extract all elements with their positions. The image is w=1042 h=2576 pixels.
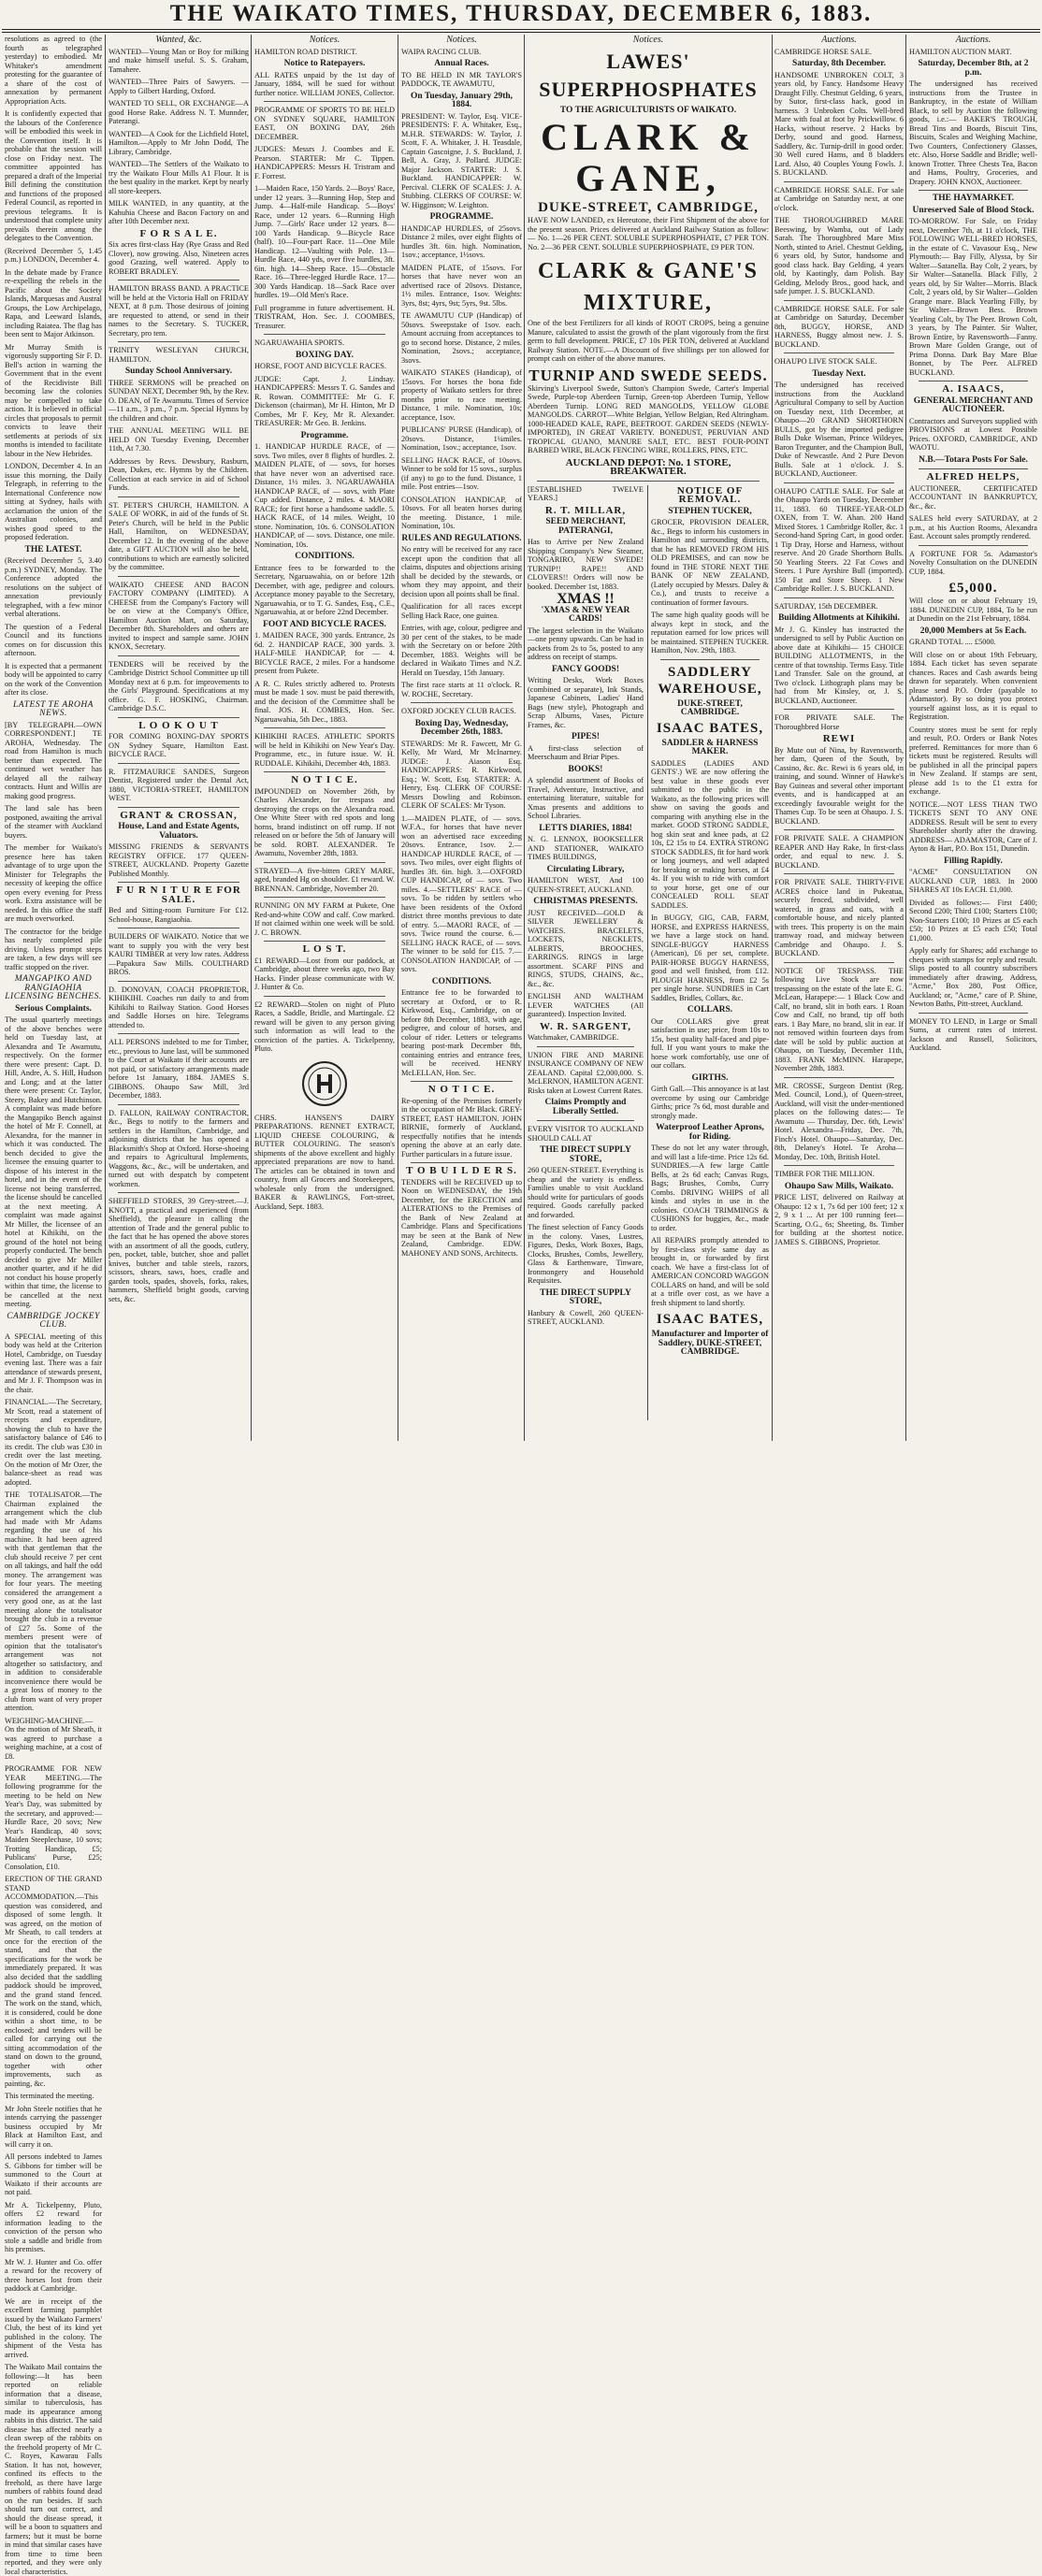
masthead-rule-lower <box>2 32 1040 33</box>
notice-text: CAMBRIDGE HORSE SALE. For sale at Cambridge on Saturday next, at one o'clock. <box>774 185 904 212</box>
separator <box>784 962 894 963</box>
notice-text: TENDERS will be RECEIVED up to Noon on WEDNESDAY, the 19th December, for the ERECTION and ALTERATIONS to the Premises of the Bank of New Zealand at Cambridge. Plans and Specifications may be seen at the Bank of New Zealand, Cambridge. EDW. MAHONEY AND SONS, Architects. <box>401 1177 522 1258</box>
notice-text: HANDICAP HURDLES, of 25sovs. Distance 2 miles, over eight flights of hurdles 3ft. 6in. high. Nomination, 1sov.; acceptance, 1½sovs. <box>401 223 522 259</box>
notice-text: NGARUAWAHIA SPORTS. <box>254 338 345 347</box>
notice-text: WAIPA RACING CLUB. <box>401 47 482 56</box>
notice-text: No entry will be received for any race except upon the condition that all claims, disputes and objections arising shall be decided by the stewards, or whom they may appoint, and their decision upon all points shall be final. <box>401 545 522 598</box>
display-heading: SADDLERY WAREHOUSE, <box>658 664 762 697</box>
notice-text: OHAUPO LIVE STOCK SALE. <box>774 357 877 366</box>
column-heading: Auctions. <box>955 35 991 45</box>
notice-heading: Unreserved Sale of Blood Stock. <box>912 205 1035 215</box>
notice-text: Entries, with age, colour, pedigree and 30 per cent of the stakes, to be made with the Secretary on or before 20th December, 1883. Weights will be declared in Waikato Times and N.Z. Herald on Tuesday, 15th January. <box>401 624 522 677</box>
separator <box>784 181 894 182</box>
notice-text: FOR COMING BOXING-DAY SPORTS ON Sydney Square, Hamilton East. BICYCLE RACE. <box>109 732 249 758</box>
notice-text: A first-class selection of Meerschaum and Briar Pipes. <box>528 743 644 761</box>
separator <box>784 829 894 830</box>
notice-text: Watchmaker, CAMBRIDGE. <box>528 1033 619 1042</box>
depot-line: AUCKLAND DEPOT: No. 1 STORE, BREAKWATER. <box>565 456 731 477</box>
notice-text: WAIKATO STAKES (Handicap), of 15sovs. For horses the bona fide property of Waikato settlers for three months prior to race meeting. Distance, 1 mile. Nomination, 10s; acceptance, 1sov. <box>401 368 522 422</box>
notice-title: REWI <box>822 733 856 744</box>
notice-text: The usual quarterly meetings of the above benches were held on Tuesday last, at Alexandra and Te Awamutu, respectively. On the former there were present: Capt. D. Hill, Andre, A. S. Hill, Hudson and Long; and at the latter there were present: Cr. Taylor, Steery, Bakey and Hutchinson. A complaint was made before the Mangapiko Bench against the hotel of Mr F. Connell, at Alexandra, for the manner in which it was conducted. The bench decided to give the licensee the ensuing quarter to dispose of his interest in the hotel, and in the event of the license not being transferred, the license should be cancelled at the next meeting. A complaint was made against Mr Miller, the licensee of an hotel at Kihikihi, on the ground of the hotel not being properly conducted. The bench decided to give Mr Miller another quarter, and if he did not conduct his house properly within that time, the license to be cancelled at the next meeting. <box>5 1015 102 1308</box>
notice-text: D. DONOVAN, COACH PROPRIETOR, KIHIKIHI. Coaches run daily to and from Kihikihi to Railway Station. Good Horses and Saddle Horses on hire. Telegrams attended to. <box>109 985 249 1029</box>
notice-text: £2 REWARD—Stolen on night of Pluto Races, a Saddle, Bridle, and Martingale. £2 reward will be given to any person giving such information as will lead to the conviction of the parties. A. Tickelpenny, Pluto. <box>254 1000 395 1053</box>
notice-text: UNION FIRE AND MARINE INSURANCE COMPANY OF NEW ZEALAND. Capital £2,000,000. S. McLERNON, HAMILTON AGENT. Risks taken at Lowest Current Rates. <box>528 1050 644 1095</box>
lawes-headline: LAWES' SUPERPHOSPHATES <box>539 49 758 101</box>
notice-heading: THE HAYMARKET. <box>932 194 1015 203</box>
notice-text: £1 REWARD—Lost from our paddock, at Cambridge, about three weeks ago, two Bay Hacks. Finder please communicate with W. J. Hunter & Co. <box>254 956 395 991</box>
notice-text: AUCTIONEER, CERTIFICATED ACCOUNTANT IN BANKRUPTCY, &c., &c. <box>909 483 1037 511</box>
notice-heading: FANCY GOODS! <box>551 664 620 674</box>
notice-text: By Mute out of Nina, by Ravensworth, her dam, Queen of the South, by Cassino, &c. &c. Rewi is 6 years old, in training, and sound. Winner of Hawke's Bay Guineas and several other important events, and is handicapped at an exceedingly favourable weight for the Thames Cup. To be seen at Ohaupo. J. S. BUCKLAND. <box>774 745 904 826</box>
notice-text: CONSOLATION HANDICAP, of 10sovs. For all beaten horses during the meeting. Distance, 1 mile. Nomination, 10s. <box>401 495 522 530</box>
notice-heading: Tuesday Next. <box>812 368 866 379</box>
separator <box>537 1046 634 1047</box>
notice-text: Our COLLARS give great satisfaction in use; price, from 10s to 15s, best quality half-faced and pipe-full. If you want yours to make the horse work comfortably, use one of our collars. <box>651 1016 769 1070</box>
notice-text: JUDGE: Capt. J. Lindsay. HANDICAPPERS: Messrs T. G. Sandes and R. Rowan. COMMITTEE: Mr G. F. Dickenson (chairman), Mr H. Hinton, Mr D Combes, Mr F. Key, Mr R. Alexander. TREASURER: Mr Geo. B. Jenkins. <box>254 374 395 427</box>
display-heading: ISAAC BATES, <box>656 720 764 736</box>
notice-text: A splendid assortment of Books of Travel, Adventure, Instructive, and entertaining literature, suitable for Xmas presents and additions to School Libraries. <box>528 776 644 820</box>
notice-text: The first race starts at 11 o'clock. R. W. ROCHE, Secretary. <box>401 681 522 698</box>
notice-heading: Serious Complaints. <box>15 1003 92 1014</box>
sub-column-divider <box>647 485 648 1420</box>
notice-text: [BY TELEGRAPH.—OWN CORRESPONDENT.] TE AROHA, Wednesday. The road from Hamilton is much better than expected. The continued wet weather has delayed all the railway contracts. Hunt and Willis are making good progress. <box>5 720 102 800</box>
notice-heading: THE DIRECT SUPPLY STORE, <box>540 1145 631 1164</box>
separator <box>264 771 385 772</box>
sub-column-right <box>651 485 769 1420</box>
notice-text: The land sale has been postponed, awaiting the arrival of the steamer with Auckland buyers. <box>5 804 102 840</box>
separator <box>537 1120 634 1121</box>
column-auctions-1 <box>772 35 906 1441</box>
notice-text: Bed and Sitting-room Furniture For £12. School-house, Rangiaohia. <box>109 906 249 924</box>
notice-text: THE TOTALISATOR.—The Chairman explained the arrangement which the club had made with Mr Adams regarding the use of his machine. It had been agreed with that gentleman that the club should receive 7 per cent on all takings, and half the odd money. The arrangement was for four years. The meeting considered the arrangement a very good one, as at the last meeting alone the totalisator brought the club in a revenue of £27 5s. Some of the members present were of opinion that the totalisator's arrangement was not altogether so satisfactory, and in addition to considerable inconvenience there would be a great loss of money to the club from want of very proper attention. <box>5 1490 102 1712</box>
separator <box>118 981 239 982</box>
separator <box>118 576 239 577</box>
separator <box>118 496 239 497</box>
notice-text: FOR PRIVATE SALE. A CHAMPION REAPER AND Hay Rake, In first-class order, and equal to new. J. S. BUCKLAND. <box>774 834 904 870</box>
notice-title: NOTICE OF REMOVAL. <box>676 484 744 505</box>
separator <box>784 1077 894 1078</box>
notice-heading: House, Land and Estate Agents, Valuators. <box>118 822 239 841</box>
notice-text: The question of a Federal Council and its functions comes on for discussion this afternoon. <box>5 622 102 657</box>
notice-text: The finest selection of Fancy Goods in the colony. Vases, Lustres, Figures, Desks, Work Boxes, Bags, Clocks, Brushes, Combs, Jewellery, Glass & Earthenware, Tinware, Ironmongery and Household Requisites. <box>528 1223 644 1285</box>
notice-heading: FOOT AND BICYCLE RACES. <box>263 619 386 629</box>
notice-text: Full programme in future advertisement. H. TRISTRAM, Hon. Sec. J. COOMBES, Treasurer. <box>254 303 395 330</box>
notice-heading: Waterproof Leather Aprons, for Riding. <box>656 1123 764 1142</box>
notice-heading: THE LATEST. <box>24 544 82 554</box>
notice-text: (Received December 5, 3.40 p.m.) SYDNEY, Monday. The Conference adopted the resolutions on the subject of annexation previously telegraphed, with a few minor verbal alterations. <box>5 556 102 618</box>
notice-text: A R. C. Rules strictly adhered to. Protests must be made 1 sov. must be paid therewith, and the decision of the Committee shall be final. JOS. H. COMBES, Hon. Sec. Ngaruawahia, 5th Dec., 1883. <box>254 679 395 724</box>
notice-text: PROGRAMME OF SPORTS TO BE HELD ON SYDNEY SQUARE, HAMILTON EAST, ON BOXING DAY, 26th DECEMBER. <box>254 106 395 141</box>
notice-title: N O T I C E. <box>427 1084 496 1095</box>
notice-heading: Boxing Day, Wednesday, December 26th, 1883. <box>414 718 509 737</box>
column-notices-1 <box>252 35 398 1441</box>
separator <box>118 1033 239 1034</box>
separator <box>118 763 239 764</box>
notice-text: resolutions as agreed to (the fourth as telegraphed yesterday) to embodied. Mr Whitaker's amendment protesting for the guarantee of a share of the cost of annexation by permanent Appropriation Acts. <box>5 35 102 106</box>
notice-text: Will close on or about February 19, 1884. DUNEDIN CUP, 1884, To be run at Dunedin on the 21st February, 1884. <box>909 597 1037 623</box>
separator <box>118 1192 239 1193</box>
notice-text: In BUGGY, GIG, CAB, FARM, HORSE, and EXPRESS HARNESS, we have a large stock on hand. SINGLE-BUGGY HARNESS (American), £6 per set, complete. PAIR-HORSE BUGGY HARNESS, good and well finished, from £12. PLOUGH HARNESS, from £2 5s per single horse. SUNDRIES in Cart Saddles, Bridles, Collars, &c. <box>651 914 769 1002</box>
notice-text: THREE SERMONS will be preached on SUNDAY NEXT, December 9th, by the Rev. O. DEAN, of Te Awamutu. Times of Service—11 a.m., 3 p.m., 7 p.m. Special Hymns by the children and choir. <box>109 378 249 423</box>
column-heading: Auctions. <box>821 35 857 45</box>
notice-text: 1.—MAIDEN PLATE, of — sovs. W.F.A., for horses that have never won an advertised race exceeding 20sovs. Entrance, 1sov. 2.—HANDICAP HURDLE RACE, of — sovs. Two miles, over eight flights of hurdles 3ft. 6in. high. 3.—OXFORD CUP HANDICAP, of — sovs. Two miles. 4.—SETTLERS' RACE of — sovs. To be ridden by settlers who have been residents of the Oxford district three months previous to date of entry. 5.—MAORI RACE, of — sovs. Twice round the course. 6.—SELLING HACK RACE, of — sovs. The winner to be sold for £15. 7.—CONSOLATION HANDICAP, of — sovs. <box>401 813 522 973</box>
notice-text: NOTICE OF TRESPASS. THE following Live Stock are now trespassing on the estate of the late E. G. McLean, Harapepe:— 1 Black Cow and Calf, no brand, slit in both ears. 1 Roan Cow and Calf, no brand, tip off both ears. 1 Bay Mare, no brand, slit in ear. If not removed within fourteen days from date will be sold by public auction at Ohaupo, on Tuesday, December 11th, 1883. FRANK McMINN. Harapepe, November 28th, 1883. <box>774 966 904 1072</box>
notice-text: THE THOROUGHBRED MARE Beeswing, by Wamba, out of Lady Sarah. The Thoroughbred Mare Miss North, stinted to Ariel. Chestnut Gelding, 6 years old, by Sutor, handsome and good class hack. Bay Gelding, 4 years old, by Kaotingly, dam Polish. Bay Gelding, Melody Bros., good hack, and safe jumper. J. S. BUCKLAND. <box>774 216 904 295</box>
notice-text: 1. MAIDEN RACE, 300 yards. Entrance, 2s 6d. 2. HANDICAP RACE, 300 yards. 3. HALF-MILE HANDICAP, for — 4. BICYCLE RACE, 2 miles. For a handsome present from Pukete. <box>254 631 395 675</box>
notice-heading: GENERAL MERCHANT AND AUCTIONEER. <box>913 396 1034 414</box>
notice-heading: 'XMAS & NEW YEAR CARDS! <box>541 605 630 624</box>
notice-text: Hanbury & Cowell, 260 QUEEN-STREET, AUCKLAND. <box>528 1308 644 1326</box>
notice-heading: COLLARS. <box>687 1005 733 1015</box>
notice-text: THE ANNUAL MEETING WILL BE HELD ON Tuesday Evening, December 11th, At 7.30. <box>109 426 249 453</box>
notice-text: MR. CROSSE, Surgeon Dentist (Reg. Med. Council, Lond.), of Queen-street, Auckland, will visit the under-mentioned places on the following dates:— Te Awamutu — Thursday, Dec. 6th, Lewis' Hotel. Alexandra—Friday, Dec. 7th, Finch's Hotel. Ohaupo—Saturday, Dec. 8th, Delaney's Hotel. Te Aroha—Monday, Dec. 10th, British Hotel. <box>774 1081 904 1161</box>
notice-text: HAMILTON ROAD DISTRICT. <box>254 47 357 56</box>
separator <box>784 300 894 301</box>
notice-heading: STEPHEN TUCKER, <box>668 506 752 516</box>
notice-text: The undersigned has received instructions from the Trustee in Bankruptcy, in the estate of William Black, to sell by Auction the following goods, i.e.:— BAKER'S TROUGH, Bread Tins and Boards, Biscuit Tins, Biscuits, Scales and Weighing Machine, Two Counters, Confectionery Glasses, etc. Also, Horse Saddle and Bridle; well-known Trotter. Three Chests Tea, Bacon and Hams, Poultry, Groceries, and Drapery. JOHN KNOX, Auctioneer. <box>909 79 1037 186</box>
separator <box>784 1165 894 1166</box>
separator <box>411 1081 513 1082</box>
notice-title: F O R S A L E. <box>139 227 218 239</box>
separator <box>118 717 239 718</box>
notice-text: FOR PRIVATE SALE. The Thoroughbred Horse <box>774 713 904 731</box>
notice-heading: SEED MERCHANT, PATERANGI, <box>545 517 626 536</box>
notice-text: WANTED—A Cook for the Lichfield Hotel, Hamilton.—Apply to Mr John Dodd, The Library, Cambridge. <box>109 129 249 156</box>
notice-text: Mr W. J. Hunter and Co. offer a reward for the recovery of three horses lost from their paddock at Cambridge. <box>5 2257 102 2293</box>
separator <box>264 897 385 898</box>
column-heading: Notices. <box>632 35 664 45</box>
notice-text: Entrance fees to be forwarded to the Secretary, Ngaruawahia, on or before 12th December, with age, pedigree and colours. Acceptance money payable to the Secretary, Ngaruawahia, or to T. G. Sandes, Esq., C.E., Ngaruawahia, at or before 22nd December. <box>254 563 395 616</box>
separator <box>118 1104 239 1105</box>
notice-text: "ACME" CONSULTATION ON AUCKLAND CUP, 1883. In 2000 SHARES AT 10s EACH. £1,000. <box>909 868 1037 894</box>
notice-heading: Manufacturer and Importer of Saddlery, DUKE-STREET, CAMBRIDGE. <box>651 1330 769 1357</box>
notice-text: N. G. LENNOX, BOOKSELLER AND STATIONER, WAIKATO TIMES BUILDINGS, <box>528 835 644 861</box>
notice-text: TRINITY WESLEYAN CHURCH, HAMILTON. <box>109 346 249 364</box>
split-section <box>528 485 769 1420</box>
columns <box>2 35 1040 2576</box>
notice-text: All REPAIRS promptly attended to by first-class style same day as brought in, or forwarded by first coach. We have a first-class lot of AMERICAN CONCORD WAGGON COLLARS on hand, and will be sold at a trifle over cost, as we have a fresh shipment to land shortly. <box>651 1236 769 1307</box>
notice-text: Mr Murray Smith is vigorously supporting Sir F. D. Bell's action in warning the Government that in the event of the Recidiviste Bill becoming law the colonies may be compelled to take action. It is believed in official circles that proposals to permit convicts to leave their settlements at periods of six months is intended to facilitate labour in the New Hebrides. <box>5 342 102 458</box>
notice-text: TENDERS will be received by the Cambridge District School Committee up till Monday next at 6 p.m. for improvements to the Girls' Playground. Specifications at my office. G. F. HOSKING, Chairman. Cambridge D.S.C. <box>109 659 249 712</box>
notice-heading: GIRTHS. <box>691 1072 729 1083</box>
firm-announcement: HAVE NOW LANDED, ex Hereutone, their First Shipment of the above for the present season. Prices delivered at Auckland Railway Station as follow:— No. 1—26 PER CENT. SOLUBLE SUPERPHOSPHATE, £7 PER TON. No. 2—36 PER CENT. SOLUBLE SUPERPHOSPHATE, £9 PER TON. <box>528 216 769 252</box>
separator <box>919 545 1028 546</box>
notice-text: 1. HANDICAP HURDLE RACE, of — sovs. Two miles, over 8 flights of hurdles. 2. MAIDEN PLATE, of — sovs, for horses that have never won an advertised race. Distance, 1½ miles. 3. NGARUAWAHIA HANDICAP RACE, of — sovs, with Plate Cup added. Distance, 2 miles. 4. MAORI RACE; for first horse a handsome saddle. 5. HACK RACE, of 14 miles. Weight, 10 stone. Nomination, 10s. 6. CONSOLATION HANDICAP, of — sovs. Distance, one mile. Nomination, 10s. <box>254 442 395 549</box>
notice-text: TIMBER FOR THE MILLION. <box>774 1170 875 1178</box>
notice-text: ST. PETER'S CHURCH, HAMILTON. A SALE OF WORK, in aid of the funds of St. Peter's Church, will be held in the Public Hall, Hamilton, on WEDNESDAY, December 12. In the evening of the above date, a GIFT AUCTION will also be held, contributions to which are earnestly solicited by the committee. <box>109 500 249 571</box>
notice-text: SHEFFIELD STORES, 39 Grey-street.—J. KNOTT, a practical and experienced (from Sheffield), the pleasure in calling the attention of Trade and the general public to the fact that he has opened the above stores with an assortment of all the goods, cutlery, pen, pocket, table, butcher, shoe and pallet knives, butcher and table steels, razors, scissors, shears, saws, hoes, cradle and garden tools, spades, shovels, forks, rakes, hammers, Sheffield bright goods, carving sets, &c. <box>109 1197 249 1303</box>
notice-text: Will close on or about 19th February, 1884. Each ticket has seven separate chances. Races and Cash awards being drawn for separately. When convenient please send P.O. Order (payable to Adamastor). By so doing you protect yourself against loss, as it is equal to Registration. <box>909 650 1037 721</box>
notice-text: Girth Gall.—This annoyance is at last overcome by using our Cambridge Girths; price 7s 6d, most durable and strongly made. <box>651 1085 769 1120</box>
notice-text: FINANCIAL.—The Secretary, Mr Scott, read a statement of receipts and expenditure, showing the club to have the satisfactory balance of £46 to its credit. The club was £30 in credit over the last meeting. On the motion of Mr Ozer, the balance-sheet as read was adopted. <box>5 1398 102 1487</box>
separator <box>919 190 1028 191</box>
separator <box>118 882 239 883</box>
lawes-subheadline: TO THE AGRICULTURISTS OF WAIKATO. <box>559 105 737 115</box>
notice-text: These do not let any water through, and will last a life-time. Price 12s 6d. SUNDRIES.—A few large Cattle Bells, at 2s 6d each; Canvas Rugs, Bags; Brushes, Combs, Curry Combs. DRIVING WHIPS of all kinds and styles in use in the colonies. COACH TRIMMINGS & CUSHIONS for buggies, &c., made to order. <box>651 1144 769 1232</box>
separator <box>264 727 385 728</box>
notice-title: R. T. MILLAR, <box>544 504 627 516</box>
column-news <box>2 35 105 2576</box>
notice-text: ALL RATES unpaid by the 1st day of January, 1884, will be sued for without further notice. WILLIAM JONES, Collector. <box>254 70 395 97</box>
column-heading: Notices. <box>309 35 340 45</box>
notice-heading: CONDITIONS. <box>431 976 492 986</box>
notice-text: HAMILTON WEST, And 100 QUEEN-STREET, AUCKLAND. <box>528 876 644 894</box>
notice-text: ENGLISH AND WALTHAM LEVER WATCHES (All guaranteed). Inspection Invited. <box>528 992 644 1018</box>
notice-text: Divided as follows:— First £400; Second £200; Third £100; Starters £100; Non-Starters £100; 10 Prizes at £5 each £50; 10 Prizes at £5 each £50; Total £1,000. <box>909 898 1037 943</box>
notice-text: In the debate made by France re-expelling the rebels in the Pacific about the Society Islands, Marquesas and Austral Groups, the Low Archipelago, Rapa, and Leeward Islands, including Raiatea. The flag has been sent to Major Atkinson. <box>5 267 102 338</box>
xmas-heading: XMAS !! <box>557 591 615 607</box>
separator <box>264 334 385 335</box>
notice-text: CAMBRIDGE HORSE SALE. For sale at Cambridge on Saturday, December 8th, BUGGY, HORSE, AND HARNESS, Buggy almost new. J. S. BUCKLAND. <box>774 304 904 349</box>
notice-text: OXFORD JOCKEY CLUB RACES. <box>401 707 516 715</box>
notice-text: The same high quality goods will be always kept in stock, and the reputation earned for low prices will be maintained. STEPHEN TUCKER. Hamilton, Nov. 29th, 1883. <box>651 611 769 655</box>
notice-text: STEWARDS: Mr R. Fawcett, Mr G. Kelly, Mr Ward, Mr McInarney. JUDGE: J. Aiason Esq. HANDICAPPERS: R. Kirkwood, Esq.; W. Scott, Esq. STARTER: A. Henry, Esq. CLERK OF COURSE: Messrs Dowling and Robinson. CLERK OF SCALES: Mr Tyson. <box>401 739 522 810</box>
sub-column-left <box>528 485 644 1420</box>
notice-text: BUILDERS OF WAIKATO. Notice that we want to supply you with the very best KAURI TIMBER at very low rates. Address—Papakura Saw Mills. COULTHARD BROS. <box>109 932 249 976</box>
separator <box>264 996 385 997</box>
notice-heading: LETTS DIARIES, 1884! <box>539 823 632 833</box>
notice-text: ALL PERSONS indebted to me for Timber, etc., previous to June last, will be summoned to the Court at Waikato if their accounts are not paid, or satisfactory arrangements made before 1st January, 1884. JAMES S. GIBBONS. Ohaupo Saw Mill, 3rd December, 1883. <box>109 1038 249 1100</box>
notice-text: PUBLICANS' PURSE (Handicap), of 20sovs. Distance, 1¼miles. Nomination, 1sov.; acceptance, 1sov. <box>401 425 522 452</box>
notice-heading: Circulating Library, <box>546 864 625 874</box>
notice-text: Six acres first-class Hay (Rye Grass and Red Clover), now growing. Also, Nineteen acres good Grazing, well watered. Apply to ROBERT BRADLEY. <box>109 240 249 276</box>
notice-text: MISSING FRIENDS & SERVANTS REGISTRY OFFICE. 177 QUEEN-STREET, AUCKLAND. Property Gazette Published Monthly. <box>109 842 249 878</box>
notice-text: TO-MORROW. For Sale, on Friday next, December 7th, at 11 o'clock, THE FOLLOWING WELL-BRED HORSES, in the estate of C. Vavasour Esq., New Plymouth:— Bay Filly, Alyssa, by Sir Walter—Satanella. Bay Colt, 2 years, by Sir Walter—Satanella. Black Filly, 2 years old, by Sir Walter—Morris. Black Colt, 2 years old, by Sir Walter—Golden Grange mare. Black Yearling Filly, by Sir Walter—Brown Bess. Brown Yearling Colt, by The Peer. Brown Colt, 3 years, by The Painter. Sir Walter, Brown Entire, by Ravensworth—Fanny. Brown Mare Golden Grange, out of Prima Donna. Dark Bay Mare Blue Bonnet, by The Peer. ALFRED BUCKLAND. <box>909 217 1037 377</box>
separator <box>660 659 760 660</box>
notice-text: TE AWAMUTU CUP (Handicap) of 50sovs. Sweepstake of 1sov. each. Amount accruing from acceptances to go to second horse. Distance, 2 miles. Nomination, 2sovs.; acceptance, 3sovs. <box>401 311 522 365</box>
notice-text: HORSE, FOOT AND BICYCLE RACES. <box>254 362 386 370</box>
notice-text: JUDGES: Messrs J. Coombes and E. Pearson. STARTER: Mr C. Tippen. HANDICAPPERS: Messrs H. Tristram and F. Forrest. <box>254 145 395 180</box>
notice-heading: RULES AND REGULATIONS. <box>401 533 522 543</box>
column-heading: Wanted, &c. <box>155 35 202 45</box>
separator <box>784 597 894 598</box>
notice-text: PROGRAMME FOR NEW YEAR MEETING.—The following programme for the meeting to be held on New Year's Day, was submitted by the secretary, and approved:—Hurdle Race, 20 sovs; New Year's Handicap, 40 sovs; Maiden Steeplechase, 10 sovs; Trotting Handicap, £5; Publicans' Purse, £25; Consolation, £10. <box>5 1764 102 1871</box>
notice-text: FOR PRIVATE SALE. THIRTY-FIVE ACRES choice land in Pukeatua, securely fenced, subdivided, well watered, in grass and oats, with a comfortable house, and nicely planted with trees. This property is on the main tramway road, and midway between Cambridge and Ohaupo. J. S. BUCKLAND. <box>774 878 904 957</box>
notice-heading: Notice to Ratepayers. <box>283 59 366 68</box>
separator <box>784 873 894 874</box>
seeds-headline: TURNIP AND SWEDE SEEDS. <box>528 366 768 384</box>
notice-heading: 20,000 Members at 5s Each. <box>919 626 1027 636</box>
notice-title: L O S T. <box>302 943 347 955</box>
seeds-text: Skirving's Liverpool Swede, Sutton's Champion Swede, Carter's Imperial Swede, Purple-top Aberdeen Turnip, Green-top Aberdeen Turnip, Yellow Aberdeen Turnip. LONG RED MANGOLDS, YELLOW GLOBE MANGOLDS. CARROT—White Belgian, Yellow Belgian, Red Altringham. 1000-HEADED KALE, RAPE, BEETROOT. GARDEN SEEDS (NEWLY-IMPORTED), IN GREAT VARIETY. BONEDUST, PERUVIAN AND TROPICAL GUANO, MANURE SALT, ETC. BEST FOUR-POINT BARBED WIRE, BLACK FENCING WIRE, ROLLERS, PINS, ETC. <box>528 383 769 454</box>
notice-text: IMPOUNDED on November 26th, by Charles Alexander, for trespass and destroying the crops on the Alexandra road. One White Steer with red spots and long horns, brand indistinct on off rump. If not released on or before the 5th of January will be sold. ROBT. ALEXANDER. Te Awamutu, November 28th, 1883. <box>254 786 395 857</box>
separator <box>784 482 894 483</box>
notice-text: SELLING HACK RACE, of 10sovs. Winner to be sold for 15 sovs., surplus (if any) to go to the fund. Distance, 1 mile. Post entries—1sov. <box>401 455 522 491</box>
notice-text: This terminated the meeting. <box>5 2092 94 2100</box>
notice-heading: N.B.—Totara Posts For Sale. <box>919 454 1028 465</box>
notice-text: STRAYED—A five-bitten GREY MARE, aged, branded Hg on shoulder. £1 reward. W. BRENNAN. Cambridge, November 20. <box>254 866 395 893</box>
notice-text: SALES held every SATURDAY, at 2 p.m., at his Auction Rooms, Alexandra East. Account sales promptly rendered. <box>909 514 1037 540</box>
notice-heading: BOXING DAY. <box>295 350 355 360</box>
notice-text: Apply early for Shares; add exchange to cheques with stamps for reply and result. Slips posted to all country subscribers immediately after drawing. Address, "Acme," Box 280, Post Office, Auckland; or, "Acme," care of P. Shine, Newton Baths, Pitt-street, Auckland. <box>909 946 1037 1008</box>
notice-text: WANTED—Three Pairs of Sawyers. —Apply to Gilbert Harding, Oxford. <box>109 78 249 95</box>
notice-text: Addresses by Revs. Dewsbury, Rasburn, Dean, Dukes, etc. Hymns by the Children. Collection at each service in aid of School Funds. <box>109 456 249 492</box>
notice-text: MONEY TO LEND, in Large or Small Sums, at current rates of interest. Jackson and Russell, Solicitors, Auckland. <box>909 1016 1037 1052</box>
separator <box>264 101 385 102</box>
separator <box>411 702 513 703</box>
notice-text: WANTED—The Settlers of the Waikato to try the Waikato Flour Mills A1 Flour. It is the best quality in the market. Kept by nearly all store-keepers. <box>109 160 249 195</box>
notice-text: ERECTION OF THE GRAND STAND ACCOMMODATION.—This question was considered, and disposed of some length. It was agreed, on the motion of Mr Sheath, to call tenders at once for the erection of the stand, and that the specifications for the work be immediately prepared. It was also decided that the saddling paddock should be improved, and the grand stand fenced. The work on the stand, which, it is considered, could be done within a short time, to be enclosed; and tenders will be called for carrying out the sitting accommodation of the stand on down to the ground, together with other improvements, such as painting, &c. <box>5 1875 102 2088</box>
column-notices-2 <box>398 35 525 1441</box>
masthead-rule <box>2 29 1040 30</box>
separator <box>537 481 760 482</box>
column-auctions-2 <box>906 35 1040 1441</box>
separator <box>118 341 239 342</box>
masthead <box>0 0 1042 28</box>
notice-text: HAMILTON BRASS BAND. A PRACTICE will be held at the Victoria Hall on FRIDAY NEXT, at 8 p.m. Those desirous of joining are requested to attend, or send in their names to the Secretary. S. TUCKER, Secretary, pro tem. <box>109 284 249 338</box>
mixture-headline: CLARK & GANE'S MIXTURE, <box>537 259 760 315</box>
notice-text: Mr A. Tickelpenny, Pluto, offers £2 reward for information leading to the conviction of the person who stole a saddle and bridle from his premises. <box>5 2200 102 2253</box>
notice-text: SATURDAY, 15th DECEMBER. <box>774 601 878 611</box>
separator <box>264 862 385 863</box>
notice-text: It is expected that a permanent body will be appointed to carry on the work of the Convention after its close. <box>5 661 102 697</box>
notice-heading: Building Allotments at Kihikihi. <box>778 613 900 623</box>
notice-text: It is confidently expected that the labours of the Conference will be embodied this week in the Convention itself. It is probable that the session will close on Friday next. The committee appointed has prepared a draft of the Imperial Bill defining the constitution and functions of the proposed Federal Council, as reported in previous telegrams. It is understood that complete unity prevails therein among the delegates to the Convention. <box>5 109 102 242</box>
firm-address: DUKE-STREET, CAMBRIDGE, <box>538 200 759 215</box>
separator <box>784 709 894 710</box>
notice-text: WAIKATO CHEESE AND BACON FACTORY COMPANY (LIMITED). A CHEESE from the Company's Factory will be on view at the Company's Office, Hamilton Auction Mart, on Saturday, December 8th. Shareholders and others are invited to inspect and sample same. JOHN KNOX, Secretary. <box>109 580 249 651</box>
notice-heading: LATEST TE AROHA NEWS. <box>13 699 94 718</box>
notice-heading: Programme. <box>300 430 349 440</box>
notice-text: The contractor for the bridge has nearly completed pile driving. Unless prompt steps are taken, a few days will see traffic stopped on the river. <box>5 927 102 971</box>
notice-title: ALFRED HELPS, <box>926 471 1020 482</box>
notice-text: All persons indebted to James S. Gibbons for timber will be summoned to the Court at Waikato if their accounts are not paid. <box>5 2152 102 2196</box>
notice-text: Contractors and Surveyors supplied with PROVISIONS at Lowest Possible Prices. OXFORD, CAMBRIDGE, AND WAOTU. <box>909 416 1037 452</box>
notice-text: WANTED TO SELL, OR EXCHANGE—A good Horse Rake. Address N. T. Munnder, Paterangi. <box>109 99 249 125</box>
notice-heading: MANGAPIKO AND RANGIAOHIA LICENSING BENCHES. <box>5 974 102 1001</box>
notice-heading: BOOKS! <box>568 764 603 774</box>
notice-heading: Annual Races. <box>434 59 489 68</box>
separator <box>264 941 385 942</box>
notice-text: HANDSOME UNBROKEN COLT, 3 years old, by Fancy. Handsome Heavy Draught Filly. Chestnut Gelding, 6 years, by Sutor, first-class hack, good in harness. 3 Unbroken Colts. Well-bred Mare with foal at foot by Prickwillow. 6 Hacks, without reserve. 2 Hacks by Derby, sound and good. Harness, Saddlery, &c. Turnip-drill in good order. 30 Well cured Hams, and 8 bladders Lard. Also, 40 Couples Young Fowls. J. S. BUCKLAND. <box>774 70 904 177</box>
separator <box>919 1013 1028 1014</box>
notice-text: RUNNING ON MY FARM at Pukete, One Red-and-white COW and calf. Cow marked. If not claimed within one week will be sold. J. C. BROWN. <box>254 901 395 937</box>
notice-title: T O B U I L D E R S. <box>406 1165 517 1176</box>
notice-text: GROCER, PROVISION DEALER, &c., Begs to inform his customers in Hamilton and surrounding districts, that he has REMOVED FROM HIS OLD PREMISES, and can now be found in THE STORE NEXT THE BANK OF NEW ZEALAND, (Lately occupied by Messrs. Daley & Co.), and trusts to receive a continuation of former favours. <box>651 518 769 607</box>
notice-text: KIHIKIHI RACES. ATHLETIC SPORTS will be held in Kihikihi on New Year's Day. Programme, etc., in future issue. W. H. RUDDALE. Kihikihi, December 4th, 1883. <box>254 732 395 768</box>
column-notices-3 <box>525 35 772 1441</box>
notice-text: A FORTUNE FOR 5s. Adamastor's Novelty Consultation on the DUNEDIN CUP, 1884. <box>909 549 1037 576</box>
display-heading: £5,000. <box>948 581 998 596</box>
notice-text: MAIDEN PLATE, of 15sovs. For horses that have never won an advertised race of 20sovs. Distance, 1½ miles. Entrance, 1sov. Weights: 3yrs, 8st; 4yrs, 9st; 5yrs, 9st. 5lbs. <box>401 263 522 308</box>
notice-text: Entrance fee to be forwarded to secretary at Oxford, or to R. Kirkwood, Esq., Cambridge, on or before 8th December, 1883, with age, pedigree, and colour of horses, and colour of rider. Letters or telegrams bearing post-mark December 8th, containing entries and entrance fees, will be received. HENRY McLELLAN, Hon. Sec. <box>401 988 522 1077</box>
notice-text: Writing Desks, Work Boxes (combined or separate), Ink Stands, Japanese Cabinets, Ladies' Hand Bags (new style), Photograph and Scrap Albums, Vases, Picture Frames, &c. <box>528 676 644 729</box>
notice-heading: Saturday, 8th December. <box>792 59 886 68</box>
notice-text: The largest selection in the Waikato—one penny upwards. Can be had in packets from 2s to 5s, posted to any address on receipt of stamps. <box>528 626 644 661</box>
notice-text: PRESIDENT: W. Taylor, Esq. VICE-PRESIDENTS: F. A. Whitaker, Esq., M.H.R. STEWARDS: W. Taylor, J. Scott, F. A. Whitaker, J. H. Teasdale, Captain Gascoigne, J. S. Buckland, J. Bell, A. Gray, J. Pollard. JUDGE: Major Jackson. STARTER: J. S. Buckland. HANDICAPPER: W. Percival. CLERK OF SCALES: J. A. Stubbing. CLERKS OF COURSE: W. W. Higginson; W. Leighton. <box>401 111 522 209</box>
notice-text: Country stores must be sent for reply and result, P.O. Orders or Bank Notes preferred. Remittances for more than 6 tickets must be registered. Results will be published in all the principal papers in New Zealand. If stamps are sent, please add 1s to the £1 extra for exchange. <box>909 725 1037 796</box>
notice-text: JUST RECEIVED—GOLD & SILVER JEWELLERY & WATCHES. BRACELETS, LOCKETS, NECKLETS, ALBERTS, BROOCHES, EARRINGS. RINGS in large assortment. SCARF PINS and RINGS, STUDS, CHAINS, &c., &c., &c. <box>528 908 644 988</box>
separator <box>919 468 1028 469</box>
separator <box>118 280 239 281</box>
notice-heading: THE DIRECT SUPPLY STORE, <box>540 1288 631 1306</box>
notice-heading: DUKE-STREET, CAMBRIDGE. <box>677 698 743 717</box>
notice-text: MILK WANTED, in any quantity, at the Kahuhia Cheese and Bacon Factory on and after 10th December next. <box>109 199 249 225</box>
notice-text: Re-opening of the Premises formerly in the occupation of Mr Black. GREY-STREET, EAST HAMILTON. JOHN BIRNIE, formerly of Auckland, respectfully notifies that he intends opening the above at an early date. Further particulars in a future issue. <box>401 1096 522 1158</box>
notice-heading: Claims Promptly and Liberally Settled. <box>544 1098 627 1116</box>
notice-text: 260 QUEEN-STREET. Everything is cheap and the variety is endless. Families unable to visit Auckland should write for particulars of goods required. Goods carefully packed and forwarded. <box>528 1166 644 1219</box>
notice-title: A. ISAACS, <box>942 383 1005 395</box>
notice-text: CHRS. HANSEN'S DAIRY PREPARATIONS. RENNET EXTRACT, LIQUID CHEESE COLOURING, & BUTTER COLOURING. The season's shipments of the above excellent and highly appreciated preparations are now to hand. The articles can be obtained in town and country, from all Grocers and Storekeepers, wholesale only from the undersigned. BAKER & RAWLINGS, Fort-street, Auckland, Sept. 1883. <box>254 1113 395 1211</box>
column-heading: Notices. <box>446 35 477 45</box>
notice-text: Has to Arrive per New Zealand Shipping Company's New Steamer, TONGARIRO, NEW SWEDE! TURNIP!! RAPE!! AND CLOVERS!! Orders will now be booked. December 1st, 1883. <box>528 538 644 591</box>
notice-heading: On Tuesday, January 29th, 1884. <box>410 91 514 109</box>
notice-text: D. FALLON, RAILWAY CONTRACTOR, &c., Begs to notify to the farmers and settlers in the Hamilton, Cambridge, and adjoining districts that he has opened a Blacksmith's Shop at Oxford. Horse-shoeing and repairs to Agricultural Implements, Waggons, &c., &c., will be undertaken, and turned out with despatch by competent workmen. <box>109 1108 249 1188</box>
notice-text: HAMILTON AUCTION MART. <box>909 47 1012 56</box>
notice-heading: CONDITIONS. <box>295 552 355 561</box>
notice-heading: Filling Rapidly. <box>944 856 1003 866</box>
separator <box>411 1162 513 1163</box>
notice-text: CAMBRIDGE HORSE SALE. <box>774 47 872 56</box>
notice-title: L O O K O U T <box>138 719 219 731</box>
notice-text: WEIGHING-MACHINE.—On the motion of Mr Sheath, it was agreed to purchase a weighing machine, at a cost of £8. <box>5 1716 102 1761</box>
notice-heading: CAMBRIDGE JOCKEY CLUB. <box>7 1311 100 1330</box>
notice-text: PRICE LIST, delivered on Railway at Ohaupo: 12 x 1, 7s 6d per 100 feet; 12 x 2, 9 x 1 ... At per 100 running feet—Scarting, O.G., 6s; Sheeting, 8s. Timber for building at the shortest notice. JAMES S. GIBBONS, Proprietor. <box>774 1193 904 1246</box>
notice-text: The Waikato Mail contains the following:—It has been reported on reliable information that a disease, similar to tuberculosis, has made its appearance among rabbits in this district. The said disease has affected nearly a clean sweep of the rabbits on the freehold property of Mr C. C. Royes, Kawarau Falls Station. It has not, however, confined its effects to the freehold, as there have large numbers of rabbits found dead on the run besides. If such should turn out correct, and should the disease spread, it will be a boon to squatters and farmers; but it must be borne in mind that similar cases have from time to time been reported, and they were only local characteristics. <box>5 2363 102 2576</box>
notice-heading: CHRISTMAS PRESENTS. <box>533 897 638 906</box>
notice-text: GRAND TOTAL .... £5000. <box>909 638 996 646</box>
notice-text: EVERY VISITOR TO AUCKLAND SHOULD CALL AT <box>528 1125 644 1143</box>
notice-text: Mr J. G. Kinsley has instructed the undersigned to sell by Public Auction on above date at Kihikihi— 15 CHOICE BUILDING ALLOTMENTS, in the centre of that township. Terms Easy. Title Land Transfer. Sale on the ground, at Two o'clock. Lithograph plans may be had from Mr Kinsley, or, J. S. BUCKLAND, Auctioneer. <box>774 625 904 705</box>
notice-text: The undersigned has received instructions from the Auckland Agricultural Company to sell by Auction on Tuesday next, 11th December, at Ohaupo—20 GRAND SHORTHORN BULLS, got by the imported pedigree Bulls Duke Wiseman, Prince Wildeyes, Baron Tregunter, and the Champion Bull, Duke of Newcastle. And 2 Pure Devon Bulls. Sale at 1 o'clock. J. S. BUCKLAND, Auctioneer. <box>774 381 904 478</box>
notice-title: W. R. SARGENT, <box>539 1020 632 1032</box>
notice-text: R. FITZMAURICE SANDES, Surgeon Dentist, Registered under the Dental Act, 1880, VICTORIA-STREET, HAMILTON WEST. <box>109 767 249 802</box>
notice-text: 1—Maiden Race, 150 Yards. 2—Boys' Race, under 12 years. 3—Running Hop, Step and Jump. 4—Half-mile Handicap. 5—Boys' Race, under 12 years. 6—Running High Jump. 7—Girls' Race under 12 years. 8—100 Yards Handicap. 9—Bicycle Race (half). 10—Four-part Race. 11—One Mile Handicap. 12—Vaulting with Pole. 13—Hurdle Race, 440 yds, over five hurdles, 3ft. 6in. high. 14—Sheep Race. 15—Obstacle Race. 16—Three-legged Hurdle Race. 17—300 Yards Handicap. 18—Sack Race over hurdles. 19—Old Men's Race. <box>254 184 395 299</box>
notice-heading: Saturday, December 8th, at 2 p.m. <box>918 59 1029 78</box>
notice-text: Mr John Steele notifies that he intends carrying the passenger business occupied by Mr Black at Hamilton East, and will carry it on. <box>5 2104 102 2149</box>
firm-name: CLARK & GANE, <box>541 116 756 199</box>
notice-text: OHAUPO CATTLE SALE. For Sale at the Ohaupo Yards on Tuesday, December 11, 1883. 60 THREE-YEAR-OLD OXEN, from T. W. Ahan. 200 Hand Mixed Stores. 1 Cambridge Roller, &c. 1 Second-hand Spring Cart, in good order. 1 Tip Dray, Horse and Harness, without reserve. And 20 Grade Shorthorn Bulls. 50 Yearling Steers. 22 Fat Cows and Steers. 1 Pure Ayrshire Bull (imported). 150 Fat and Store Sheep. 1 New Cambridge Roller. J. S. BUCKLAND. <box>774 486 904 593</box>
notice-title: F U R N I T U R E FOR SALE. <box>116 885 241 905</box>
notice-text: [ESTABLISHED TWELVE YEARS.] <box>528 484 644 502</box>
notice-heading: Sunday School Anniversary. <box>124 367 233 376</box>
notice-text: LONDON, December 4. In an issue this morning, the Daily Telegraph, in referring to the International Conference now sitting at Sydney, hails with acclamation the union of the Australian colonies, and wishes good speed to the proposed federation. <box>5 462 102 541</box>
notice-text: The member for Waikato's presence here has taken advantage of to urge upon the Minister for Telegraphs the necessity of keeping the office open every evening for Press work. Extra assistance will be needed. In this office the staff are much overworked. <box>5 843 102 923</box>
notice-text: NOTICE.—NOT LESS THAN TWO TICKETS SENT TO ANY ONE ADDRESS. Result will be sent to every Shareholder shortly after the drawing. ADDRESS— ADAMASTOR, Care of J. Ayton & Hart, P.O. Box 151, Dunedin. <box>909 799 1037 853</box>
notice-heading: PIPES! <box>571 732 601 741</box>
notice-heading: Ohaupo Saw Mills, Waikato. <box>784 1181 894 1191</box>
display-heading: ISAAC BATES, <box>656 1312 764 1327</box>
notice-title: N O T I C E. <box>291 774 358 785</box>
notice-heading: SADDLER & HARNESS MAKER. <box>661 738 759 756</box>
notice-text: SADDLES (LADIES AND GENTS'.) WE are now offering the best value in these goods ever submitted to the public in the Waikato, as the following prices will show on saving the goods and comparing with anything else in the market. GOOD STRONG SADDLE, hog skin seat and knee pads, at £2 10s, £2 15s to £4. EXTRA STRONG STOCK SADDLES, fit for hard work or long journeys, and well adapted for breaking or making horses, at £4 4s. If you wish to ride with comfort to your horse, get one of our CONCEALED ROLL SEAT SADDLES. <box>651 758 769 910</box>
notice-title: GRANT & CROSSAN, <box>120 809 238 821</box>
separator <box>118 807 239 808</box>
notice-text: WANTED—Young Man or Boy for milking and make himself useful. S. S. Graham, Tamahere. <box>109 47 249 74</box>
masthead-title: THE WAIKATO TIMES, THURSDAY, DECEMBER 6, 1883. <box>169 1 873 26</box>
notice-text: (Received December 5, 1.45 p.m.) LONDON, December 4. <box>5 246 102 264</box>
notice-text: We are in receipt of the excellent farming pamphlet issued by the Waikato Farmers' Club, the best of its kind yet published in the colony. The shipment of the Vesta has arrived. <box>5 2296 102 2359</box>
notice-heading: PROGRAMME. <box>429 212 494 222</box>
notice-text: Qualification for all races except Selling Hack Race, one guinea. <box>401 602 522 620</box>
notice-text: TO BE HELD IN MR TAYLOR'S PADDOCK, TE AWAMUTU, <box>401 70 522 88</box>
mixture-text: One of the best Fertilizers for all kinds of ROOT CROPS, being a genuine Manure, calculated to assist the growth of the plant vigorously from the first germ to full development. PRICE, £7 10s PER TON, delivered at Auckland Railway Station. NOTE.—A Discount of five shillings per ton allowed for prompt cash on either of the above manures. <box>528 319 769 363</box>
trade-mark-icon <box>297 1059 353 1108</box>
column-wanted <box>106 35 252 1441</box>
separator <box>118 655 239 656</box>
notice-text: A SPECIAL meeting of this body was held at the Criterion Hotel, Cambridge, on Tuesday evening last. There was a fair attendance of stewards present, and Mr J. F. Thompson was in the chair. <box>5 1331 102 1394</box>
